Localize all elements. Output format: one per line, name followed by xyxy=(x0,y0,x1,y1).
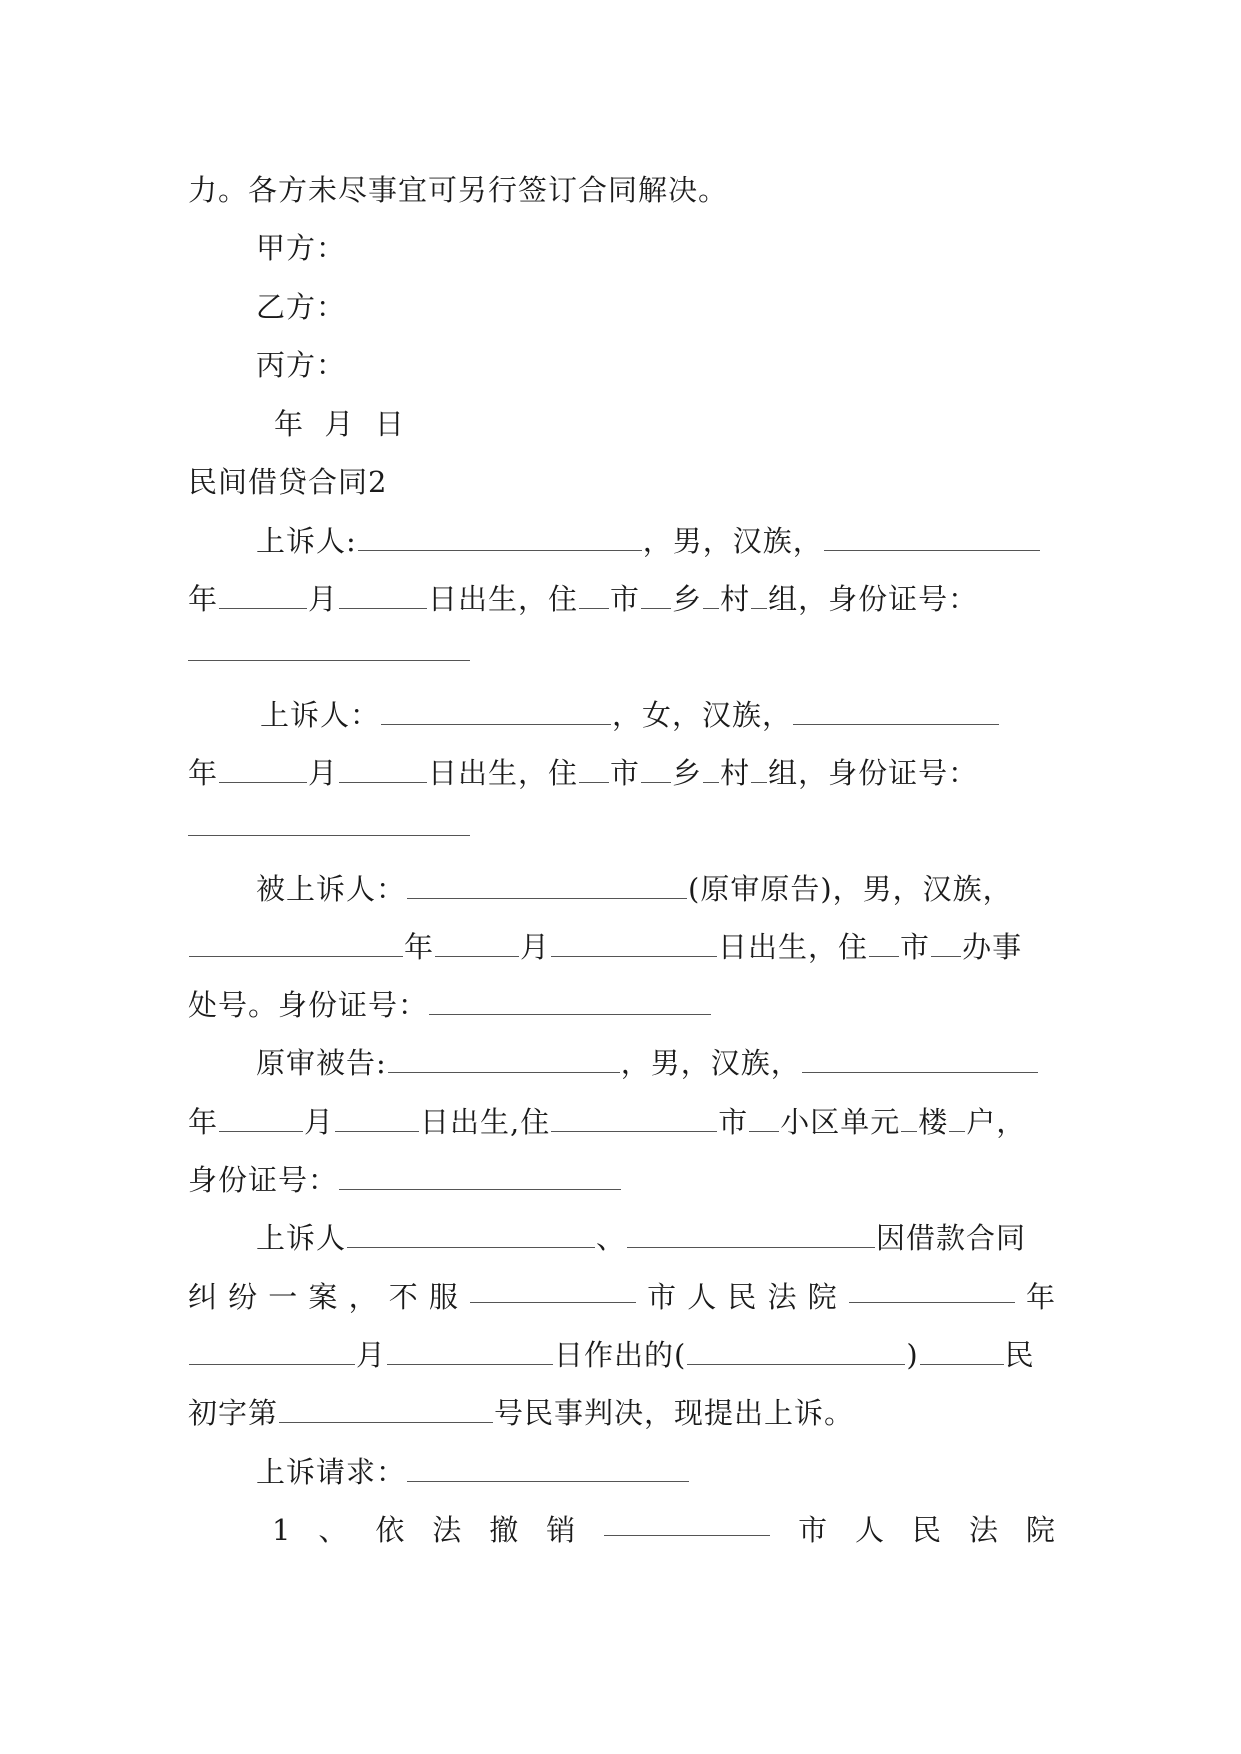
text: 年 xyxy=(188,582,219,616)
text: 日出生，住 xyxy=(718,930,869,964)
text: 人 xyxy=(687,1280,718,1314)
text: 撤 xyxy=(489,1513,520,1547)
blank-field xyxy=(901,1106,917,1132)
blank-field xyxy=(335,1106,419,1132)
text: 日作出的( xyxy=(554,1338,687,1372)
blank-field xyxy=(641,757,671,783)
text: 1 xyxy=(272,1513,292,1547)
defendant-birth-line xyxy=(188,1102,1056,1142)
text: 户， xyxy=(966,1105,1027,1139)
text: 年 xyxy=(188,1105,219,1139)
blank-field xyxy=(627,1222,875,1248)
text: 初字第 xyxy=(188,1396,279,1430)
blank-field xyxy=(339,583,427,609)
text: 年 xyxy=(188,756,219,790)
text: 市 xyxy=(610,582,641,616)
blank-field xyxy=(749,1106,779,1132)
text: (原审原告)，男，汉族， xyxy=(688,872,1013,906)
text: 乡 xyxy=(672,582,703,616)
blank-field xyxy=(429,989,711,1015)
appeal-statement-line xyxy=(256,1218,1056,1258)
text: 民 xyxy=(727,1280,758,1314)
label: 上诉人: xyxy=(256,524,357,558)
party-b-label: 乙方： xyxy=(256,290,347,324)
text: 法 xyxy=(968,1513,999,1547)
text: 村 xyxy=(720,582,751,616)
text: ，男，汉族， xyxy=(642,524,823,558)
text: ， xyxy=(348,1280,379,1314)
appellant-2-line xyxy=(260,695,1060,735)
blank-field xyxy=(407,873,687,899)
text: 依 xyxy=(375,1513,406,1547)
blank-field xyxy=(470,1277,636,1303)
text: 法 xyxy=(432,1513,463,1547)
text: 市 xyxy=(718,1105,749,1139)
text: 日出生，住 xyxy=(428,582,579,616)
blank-field xyxy=(388,1047,620,1073)
party-c-label: 丙方： xyxy=(256,348,347,382)
text: 院 xyxy=(807,1280,838,1314)
blank-field xyxy=(279,1397,493,1423)
blank-field xyxy=(751,583,767,609)
text: 案 xyxy=(308,1280,339,1314)
text: 院 xyxy=(1025,1513,1056,1547)
blank-field xyxy=(949,1106,965,1132)
text: 市 xyxy=(798,1513,829,1547)
blank-field xyxy=(703,583,719,609)
label: 原审被告: xyxy=(256,1046,387,1080)
blank-field xyxy=(407,1456,689,1482)
text: 民 xyxy=(912,1513,943,1547)
text: 号民事判决，现提出上诉。 xyxy=(494,1396,855,1430)
blank-field xyxy=(703,757,719,783)
text: ，男，汉族， xyxy=(620,1046,801,1080)
blank-field xyxy=(793,699,999,725)
text: 人 xyxy=(855,1513,886,1547)
text: 办事 xyxy=(962,930,1023,964)
text: 乡 xyxy=(672,756,703,790)
text: 组，身份证号： xyxy=(768,582,979,616)
blank-field xyxy=(920,1339,1004,1365)
label: 上诉请求： xyxy=(256,1455,407,1489)
text: 月 xyxy=(308,756,339,790)
blank-field xyxy=(551,931,717,957)
appeal-request-line xyxy=(256,1452,1056,1492)
text: 市 xyxy=(610,756,641,790)
text: 上诉人 xyxy=(256,1221,347,1255)
blank-field xyxy=(849,1277,1015,1303)
text: 、 xyxy=(318,1513,349,1547)
text: ，女，汉族， xyxy=(612,698,793,732)
blank-field xyxy=(551,1106,717,1132)
text: 月 xyxy=(304,1105,335,1139)
text: 一 xyxy=(268,1280,299,1314)
text: 不 xyxy=(388,1280,419,1314)
blank-field xyxy=(219,1106,303,1132)
text: 小区单元 xyxy=(780,1105,901,1139)
defendant-line xyxy=(256,1043,1056,1083)
blank-field xyxy=(802,1047,1038,1073)
text: 、 xyxy=(596,1221,627,1255)
text: 年 xyxy=(1025,1280,1056,1314)
text: 法 xyxy=(767,1280,798,1314)
blank-field xyxy=(687,1339,905,1365)
text: 身份证号： xyxy=(188,1163,339,1197)
text: 销 xyxy=(546,1513,577,1547)
text: 月 xyxy=(520,930,551,964)
text: ) xyxy=(906,1338,919,1372)
blank-field xyxy=(604,1510,770,1536)
text: 处号。身份证号： xyxy=(188,988,429,1022)
party-a-label: 甲方： xyxy=(256,231,347,265)
blank-field xyxy=(189,931,403,957)
appeal-request-item-1 xyxy=(272,1510,1056,1550)
blank-field xyxy=(381,699,611,725)
text: 市 xyxy=(647,1280,678,1314)
text: 日出生,住 xyxy=(420,1105,551,1139)
appeal-statement-line-3 xyxy=(188,1335,1056,1375)
blank-field xyxy=(219,757,307,783)
label: 上诉人： xyxy=(260,698,381,732)
appeal-statement-line-4 xyxy=(188,1393,1056,1433)
date-line: 年 月 日 xyxy=(274,407,405,441)
appellant-1-birth-line xyxy=(188,579,1056,619)
appellant-1-line xyxy=(256,521,1056,561)
section-title: 民间借贷合同2 xyxy=(188,465,388,499)
blank-field xyxy=(347,1222,595,1248)
blank-field xyxy=(579,583,609,609)
text: 市 xyxy=(900,930,931,964)
defendant-id-line xyxy=(188,1160,1056,1200)
blank-field xyxy=(435,931,519,957)
text: 日出生，住 xyxy=(428,756,579,790)
appeal-statement-line-2 xyxy=(188,1277,1056,1317)
text: 村 xyxy=(720,756,751,790)
id-blank-line xyxy=(188,660,470,661)
id-blank-line xyxy=(188,835,470,836)
label: 被上诉人： xyxy=(256,872,407,906)
blank-field xyxy=(387,1339,553,1365)
blank-field xyxy=(824,525,1040,551)
blank-field xyxy=(869,931,899,957)
text-line: 力。各方未尽事宜可另行签订合同解决。 xyxy=(188,173,729,207)
blank-field xyxy=(189,1339,355,1365)
text: 年 xyxy=(404,930,435,964)
appellee-line xyxy=(256,869,1056,909)
appellee-id-line xyxy=(188,985,1056,1025)
blank-field xyxy=(219,583,307,609)
blank-field xyxy=(339,757,427,783)
blank-field xyxy=(751,757,767,783)
text: 纠 xyxy=(188,1280,219,1314)
blank-field xyxy=(358,525,642,551)
text: 楼 xyxy=(918,1105,949,1139)
blank-field xyxy=(641,583,671,609)
text: 服 xyxy=(428,1280,459,1314)
blank-field xyxy=(579,757,609,783)
appellee-birth-line xyxy=(188,927,1056,967)
text: 组，身份证号： xyxy=(768,756,979,790)
appellant-2-birth-line xyxy=(188,753,1056,793)
text: 纷 xyxy=(228,1280,259,1314)
blank-field xyxy=(339,1164,621,1190)
text: 月 xyxy=(356,1338,387,1372)
text: 因借款合同 xyxy=(876,1221,1027,1255)
text: 民 xyxy=(1004,1338,1035,1372)
text: 月 xyxy=(308,582,339,616)
blank-field xyxy=(931,931,961,957)
